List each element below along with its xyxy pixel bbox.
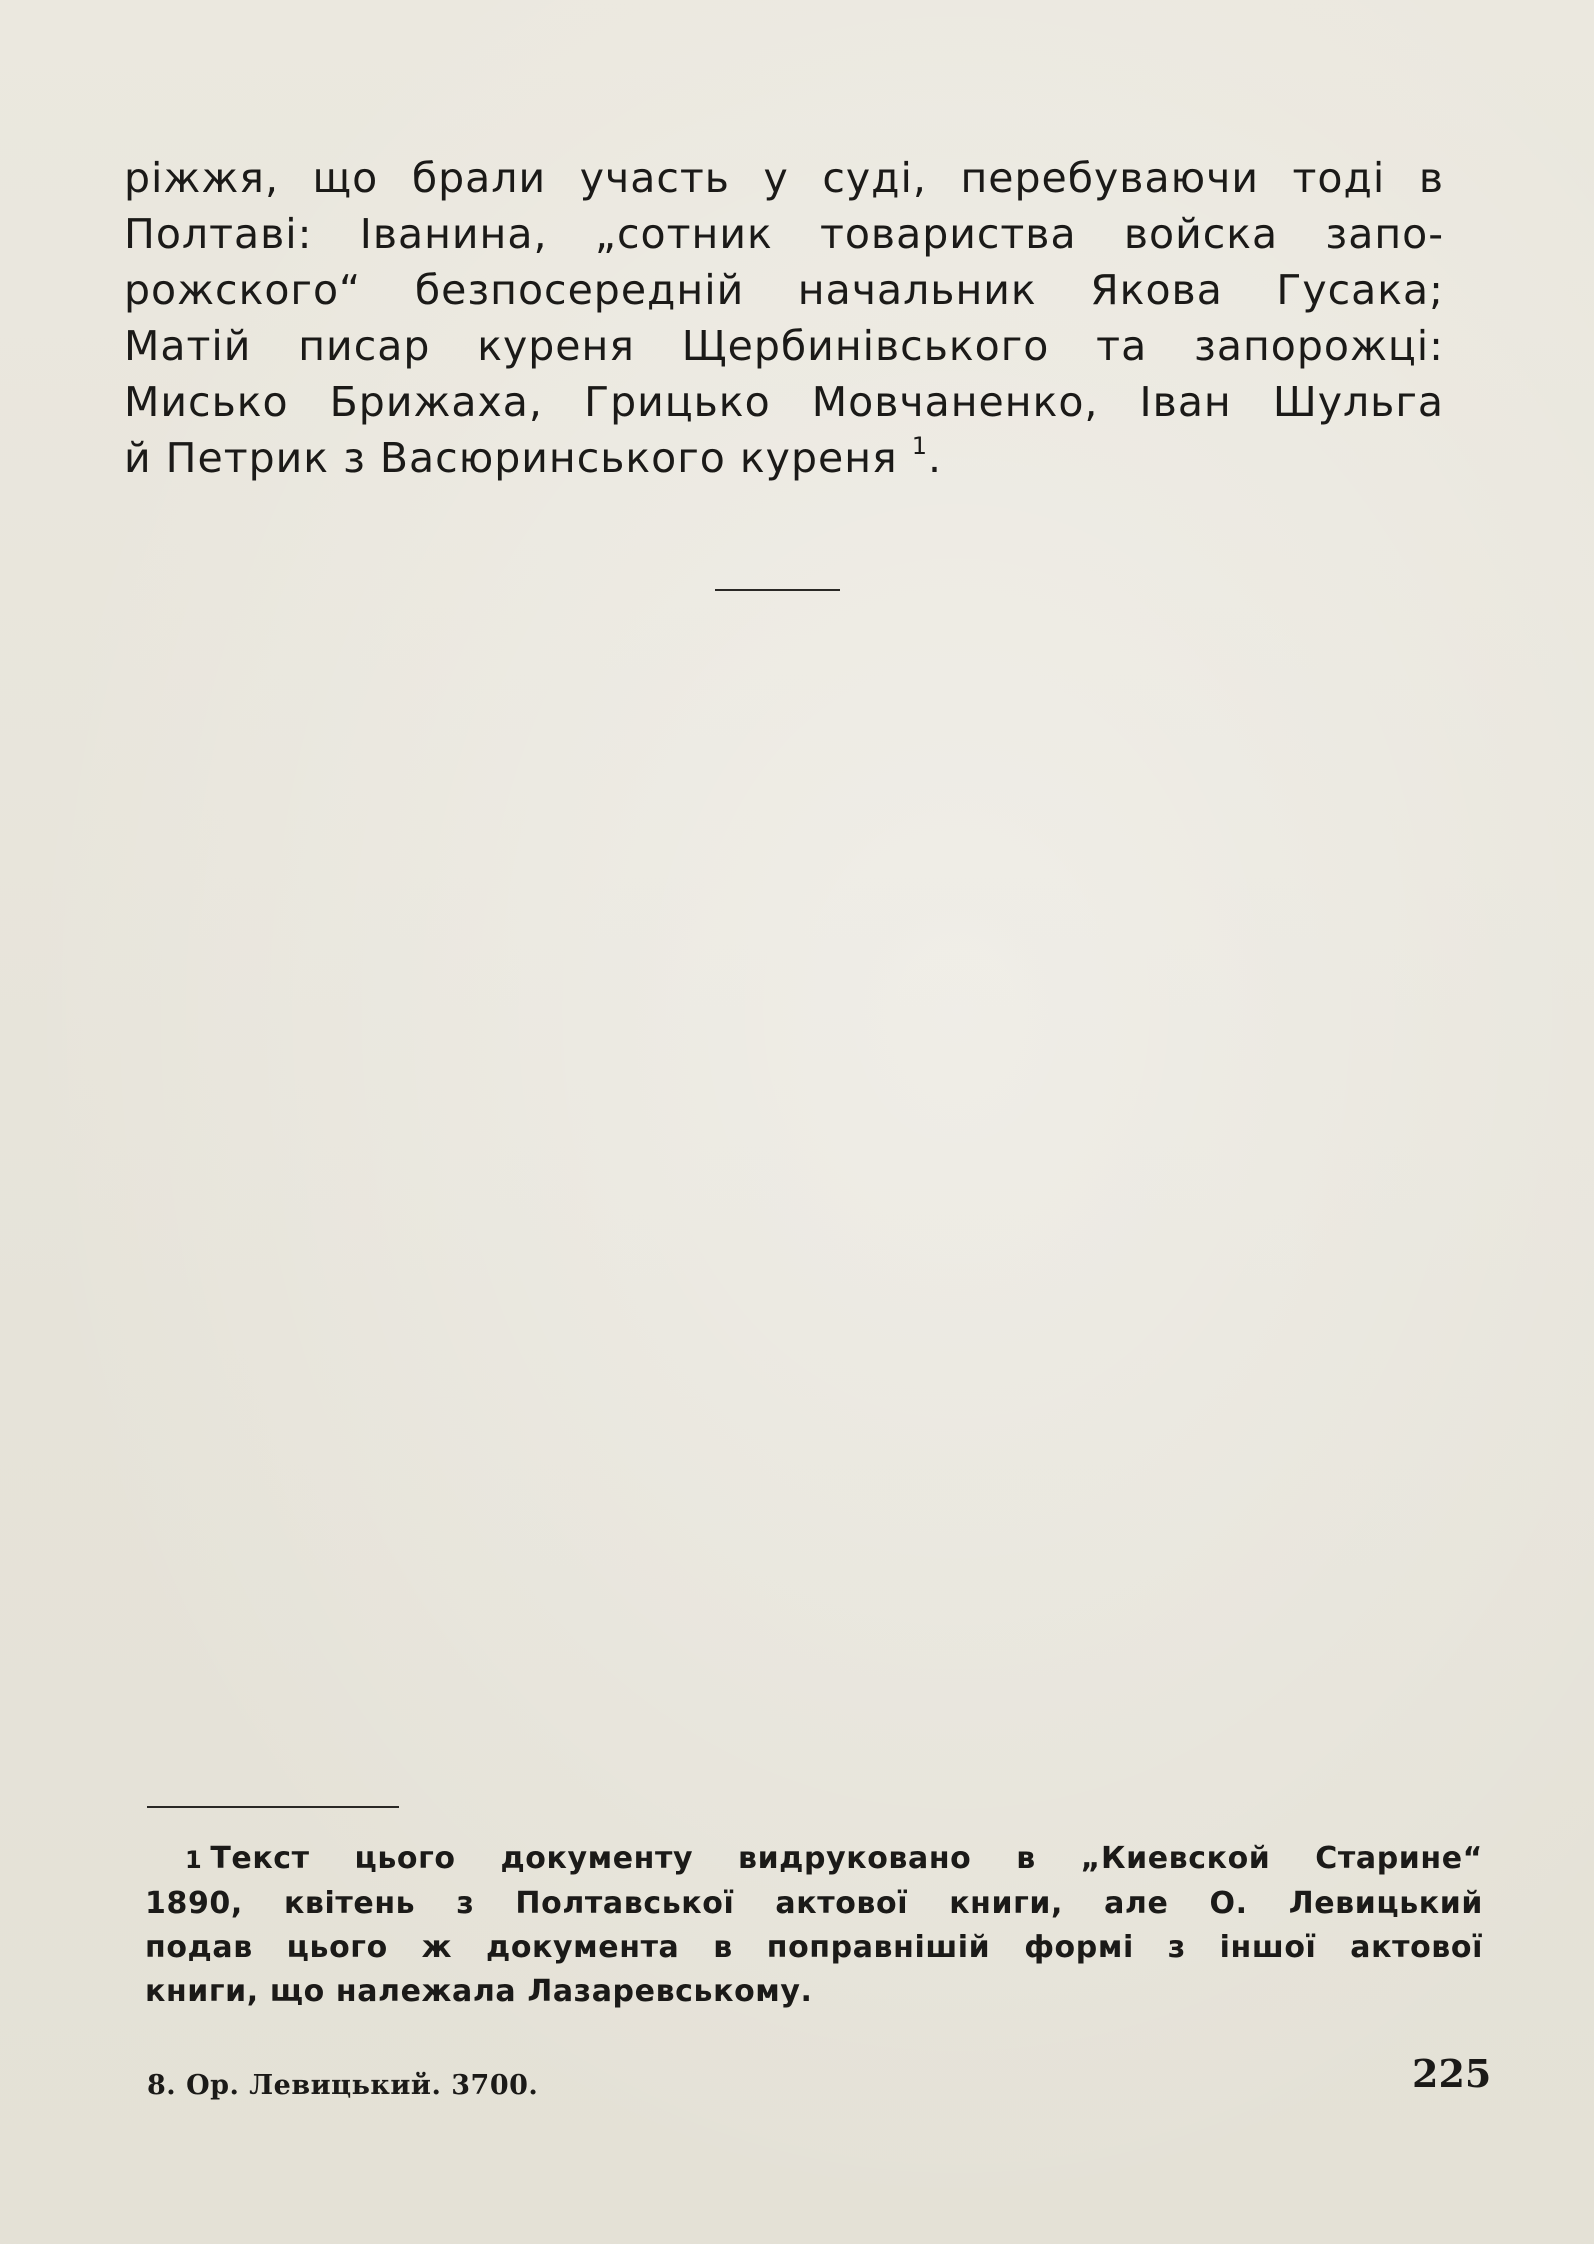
body-line-1: ріжжя, що брали участь у суді, перебуваючи тоді в [124,154,1444,202]
footnote-marker: 1 [185,1846,203,1874]
footnote-line-3: подав цього ж документа в поправнішій формі з іншої актової [145,1930,1483,1965]
section-divider [715,589,840,591]
footnote-line-2: 1890, квітень з Полтавської актової книги, але О. Левицький [145,1886,1483,1921]
body-line-3: рожского“ безпосередній начальник Якова Гусака; [124,266,1444,314]
footnote-divider [147,1806,399,1808]
body-line-5: Мисько Брижаха, Грицько Мовчаненко, Іван Шульга [124,378,1444,426]
footnote-line-4: книги, що належала Лазаревському. [145,1974,813,2009]
body-line-2: Полтаві: Іванина, „сотник товариства войска запо- [124,210,1444,258]
body-line-6-text: й Петрик з Васюринського куреня [124,434,898,482]
body-end-period: . [928,434,943,482]
body-line-6 [124,430,1444,486]
page-number: 225 [1412,2051,1492,2096]
footnote [145,1837,1483,2014]
footnote-line-1-text: Текст цього документу видруковано в „Киевской Старине“ [210,1841,1483,1876]
printer-signature: 8. Ор. Левицький. 3700. [147,2070,539,2101]
body-paragraph [124,150,1444,486]
body-line-4: Матій писар куреня Щербинівського та запорожці: [124,322,1444,370]
footnote-line-1 [145,1837,1483,1882]
footnote-reference[interactable]: 1 [911,432,928,460]
